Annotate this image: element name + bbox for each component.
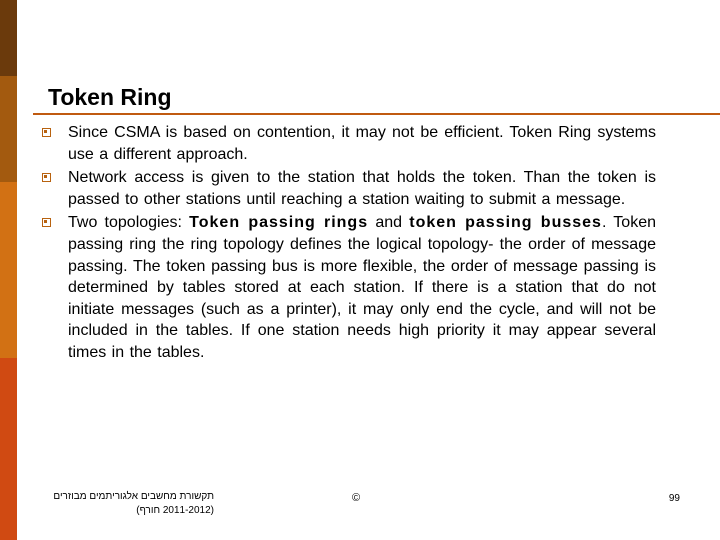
left-stripe-red [0, 358, 17, 540]
footer-course-title: תקשורת מחשבים אלגוריתמים מבוזרים [53, 491, 214, 502]
bullet-text-3-bold-busses: token passing busses [409, 214, 602, 232]
left-stripe-orange [0, 182, 17, 358]
square-bullet-icon [42, 173, 51, 182]
slide-title: Token Ring [48, 84, 172, 110]
title-underline [33, 113, 720, 115]
bullet-text-1: Since CSMA is based on contention, it may not be efficient. Token Ring systems use a different approach. [68, 124, 656, 163]
left-stripe-brown [0, 76, 17, 182]
square-bullet-icon [42, 218, 51, 227]
bullet-text-3-prefix: Two topologies: [68, 214, 190, 232]
square-bullet-icon [42, 128, 51, 137]
bullet-item-3 [40, 212, 656, 363]
footer-course [42, 490, 214, 518]
bullet-text-3-bold-rings: Token passing rings [189, 214, 369, 232]
footer-course-term: (2011-2012 חורף) [136, 505, 214, 516]
bullet-item-1 [40, 122, 656, 165]
footer-copyright: © [352, 492, 361, 504]
left-stripe-dark [0, 0, 17, 76]
bullet-text-2: Network access is given to the station that holds the token. Than the token is passed to other stations until reaching a station waiting to submit a message. [68, 169, 656, 208]
bullet-item-2 [40, 167, 656, 210]
bullet-text-3-suffix: . Token passing ring the ring topology defines the logical topology- the order of message passing. The token passing bus is more flexible, the order of message passing is determined by tables stored at each station. If there is a station that do not initiate messages (such as a printer), it may only end the cycle, and will not be included in the tables. If one station needs high priority it may appear several times in the tables. [68, 214, 657, 361]
bullet-text-3-mid: and [368, 214, 410, 232]
bullet-list [40, 122, 656, 366]
footer-page-number: 99 [668, 493, 680, 504]
